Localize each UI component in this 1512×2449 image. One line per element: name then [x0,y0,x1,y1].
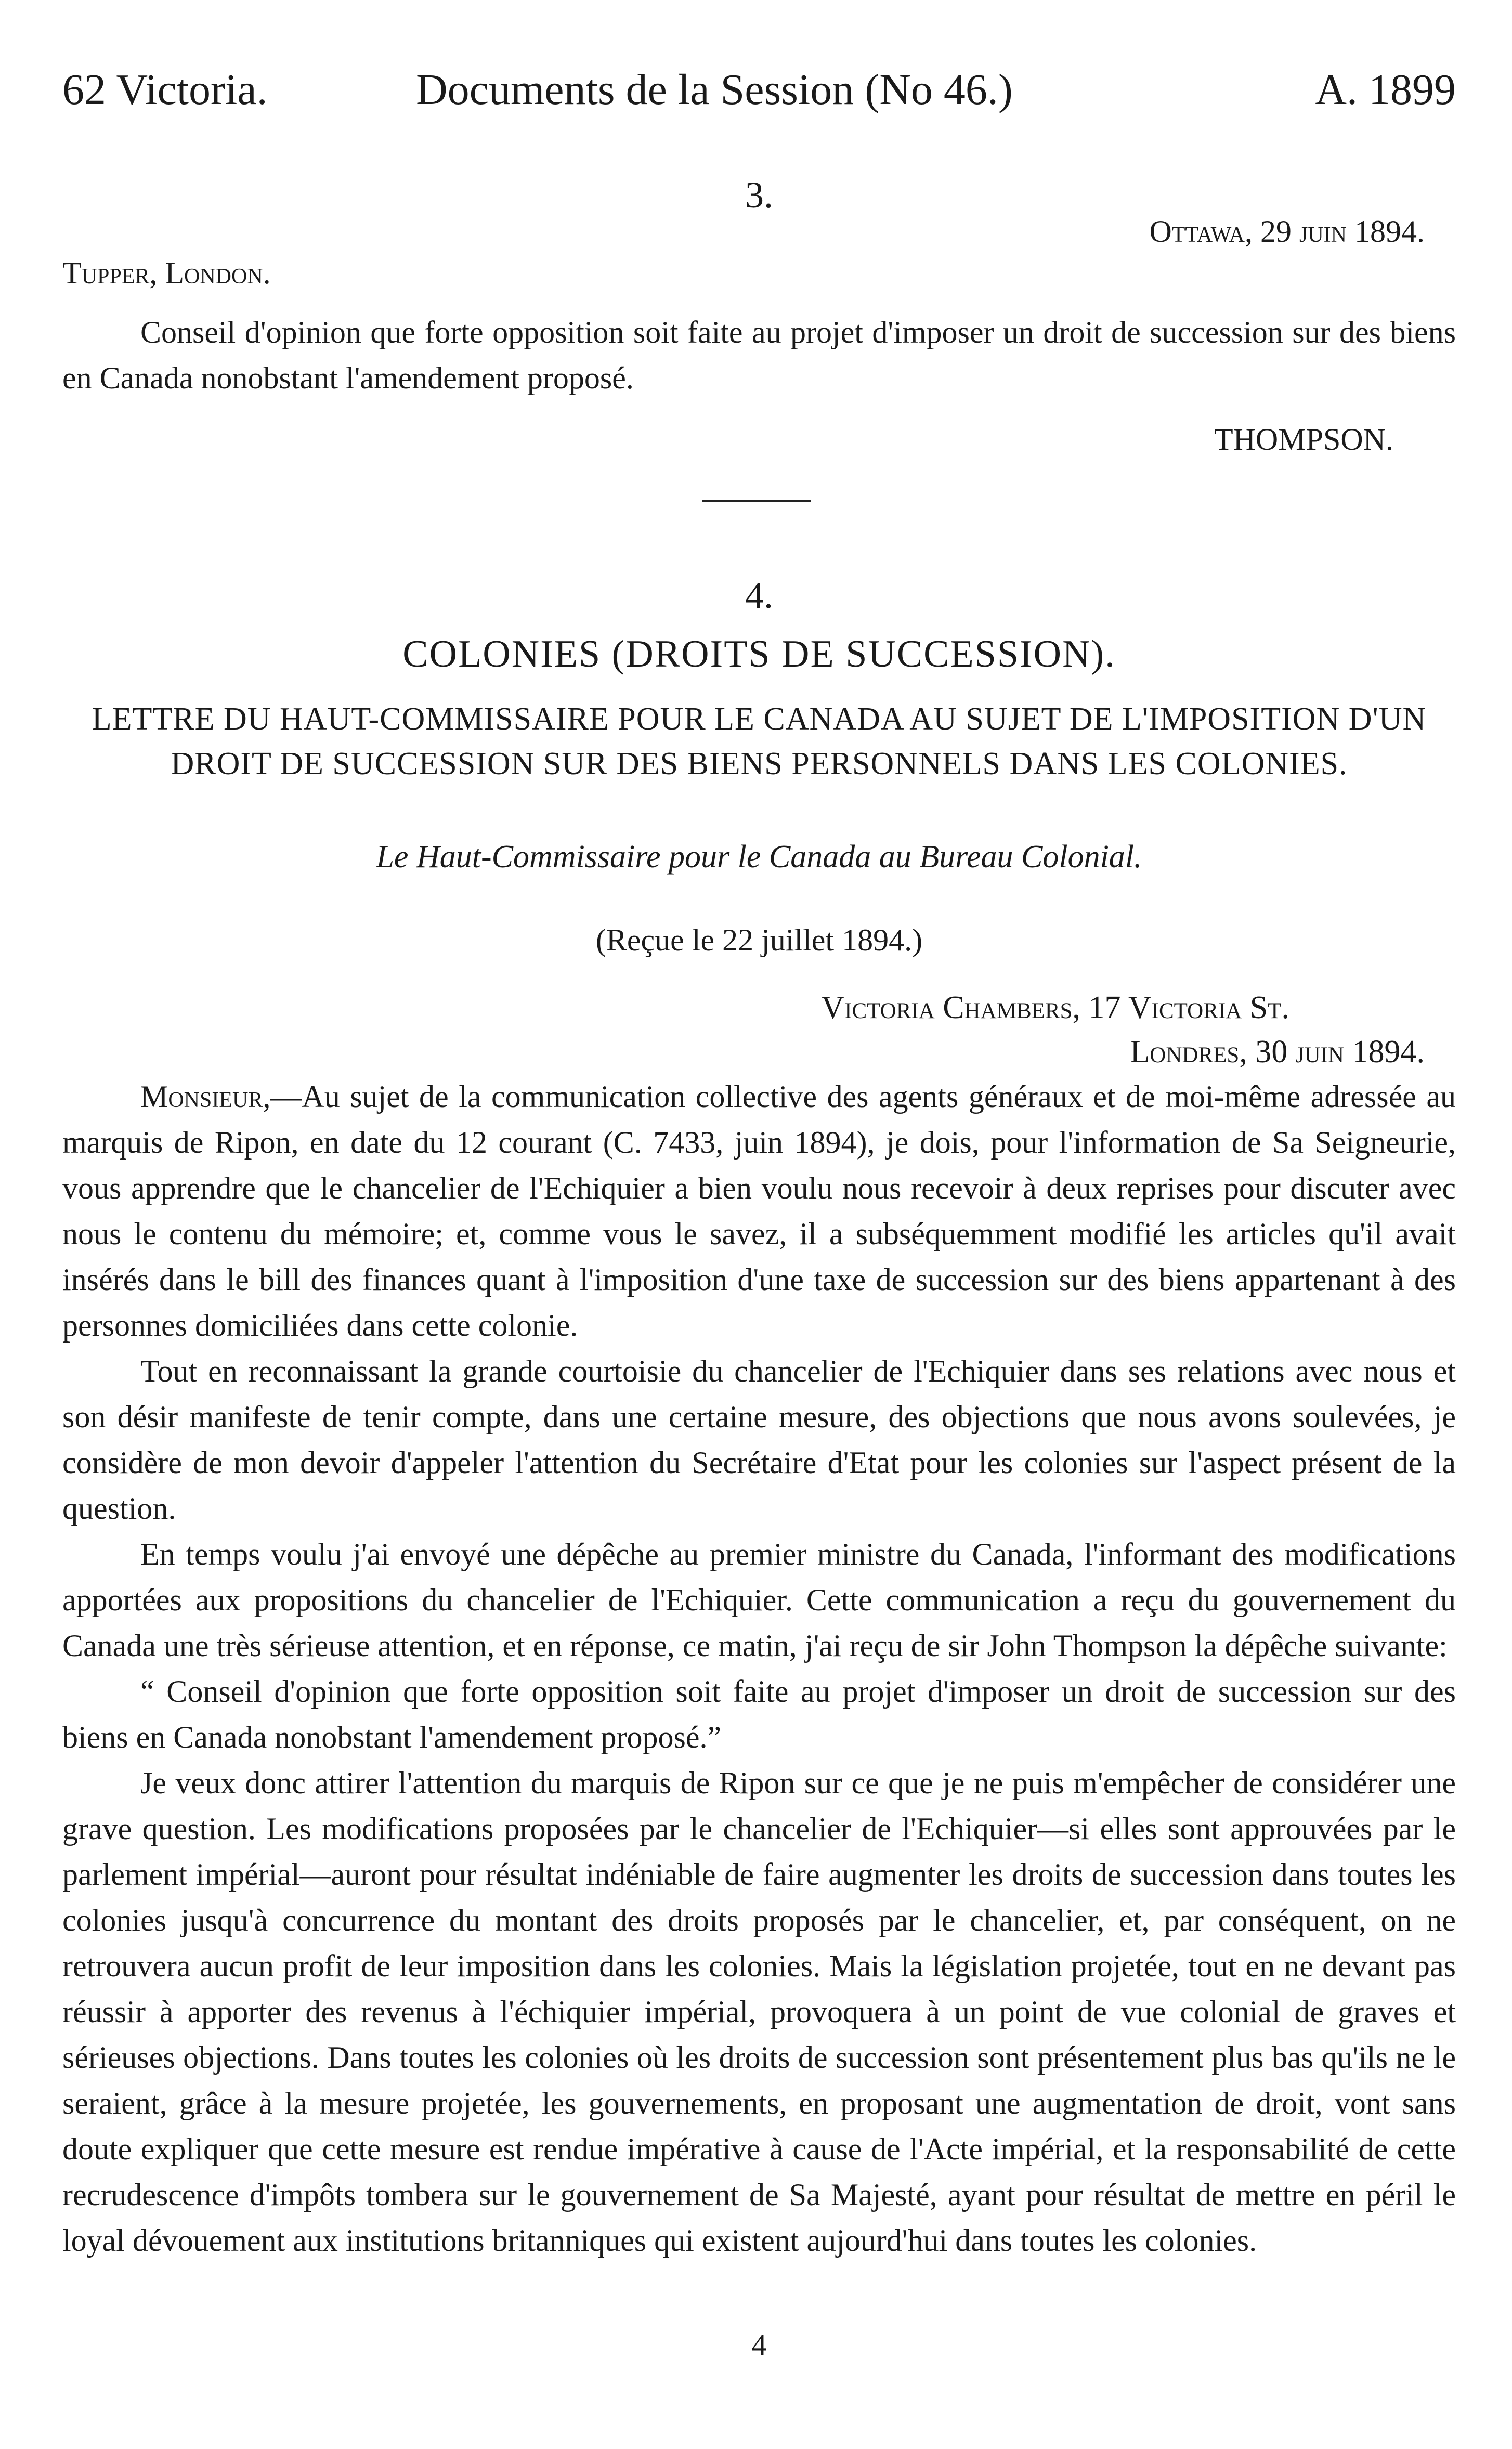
letter-body [62,1074,1456,2263]
document-page [62,52,1456,2402]
signature-mark: 4 [751,2328,767,2362]
letter-paragraph: En temps voulu j'ai envoyé une dépêche au premier ministre du Canada, l'informant des modifications apportées aux propositions du chancelier de l'Echiquier. Cette communication a reçu du gouvernement du Canada une très sérieuse attention, et en réponse, ce matin, j'ai reçu de sir John Thompson la dépêche suivante: [62,1537,1456,1663]
section-3-number: 3. [745,174,773,216]
section-3-signature: THOMPSON. [1214,422,1393,457]
letter-paragraph: Monsieur,—Au sujet de la communication collective des agents généraux et de moi-même adressée au marquis de Ripon, en date du 12 courant (C. 7433, juin 1894), je dois, pour l'information de Sa Seigneurie, vous apprendre que le chancelier de l'Echiquier a bien voulu nous recevoir à deux reprises pour discuter avec nous le contenu du mémoire; et, comme vous le savez, il a subséquemment modifié les articles qu'il avait insérés dans le bill des finances quant à l'imposition d'une taxe de succession sur des biens appartenant à des personnes domiciliées dans cette colonie. [62,1079,1456,1343]
letter-paragraph: Tout en reconnaissant la grande courtoisie du chancelier de l'Echiquier dans ses relations avec nous et son désir manifeste de tenir compte, dans une certaine mesure, des objections que nous avons soulevées, je considère de mon devoir d'appeler l'attention du Secrétaire d'Etat pour les colonies sur l'aspect présent de la question. [62,1354,1456,1526]
section-4-place-date: Londres, 30 juin 1894. [1130,1034,1425,1070]
letter-salutation: Monsieur, [140,1079,271,1114]
header-year: A. 1899 [1315,66,1456,114]
header-volume: 62 Victoria. [62,66,268,114]
letter-quotation: “ Conseil d'opinion que forte opposition soit faite au projet d'imposer un droit de succession sur des biens en Canada nonobstant l'amendement proposé.” [62,1674,1456,1754]
section-divider [702,500,811,502]
section-3-addressee: Tupper, London. [62,256,271,290]
section-4-address: Victoria Chambers, 17 Victoria St. [821,990,1289,1025]
section-4-received: (Reçue le 22 juillet 1894.) [595,923,923,957]
letter-paragraph: Je veux donc attirer l'attention du marquis de Ripon sur ce que je ne puis m'empêcher de considérer une grave question. Les modifications proposées par le chancelier de l'Echiquier—si elles sont approuvées par le parlement impérial—auront pour résultat indéniable de faire augmenter les droits de succession dans toutes les colonies jusqu'à concurrence du montant des droits proposés par le chancelier, et, par conséquent, on ne retrouvera aucun profit de leur imposition dans les colonies. Mais la législation projetée, tout en ne devant pas réussir à apporter des revenus à l'échiquier impérial, provoquera à un point de vue colonial de graves et sérieuses objections. Dans toutes les colonies où les droits de succession sont présentement plus bas qu'ils ne le seraient, grâce à la mesure projetée, les gouvernements, en proposant une augmentation de droit, vont sans doute expliquer que cette mesure est rendue impérative à cause de l'Acte impérial, et la responsabilité de cette recrudescence d'impôts tombera sur le gouvernement de Sa Majesté, ayant pour résultat de mettre en péril le loyal dévouement aux institutions britanniques qui existent aujourd'hui dans toutes les colonies. [62,1766,1456,2258]
section-4-from-to: Le Haut-Commissaire pour le Canada au Bureau Colonial. [376,839,1142,875]
running-header [62,61,1456,119]
header-title: Documents de la Session (No 46.) [416,66,1013,114]
section-3-message: Conseil d'opinion que forte opposition soit faite au projet d'imposer un droit de succession sur des biens en Canada nonobstant l'amendement proposé. [62,315,1456,395]
section-4-number: 4. [745,575,773,616]
section-4-title: COLONIES (DROITS DE SUCCESSION). [402,633,1116,675]
section-3-place-date: Ottawa, 29 juin 1894. [1149,214,1425,249]
section-4-subtitle: LETTRE DU HAUT-COMMISSAIRE POUR LE CANADA AU SUJET DE L'IMPOSITION D'UN DROIT DE SUCCESSION SUR DES BIENS PERSONNELS DANS LES COLONIES. [92,701,1427,781]
